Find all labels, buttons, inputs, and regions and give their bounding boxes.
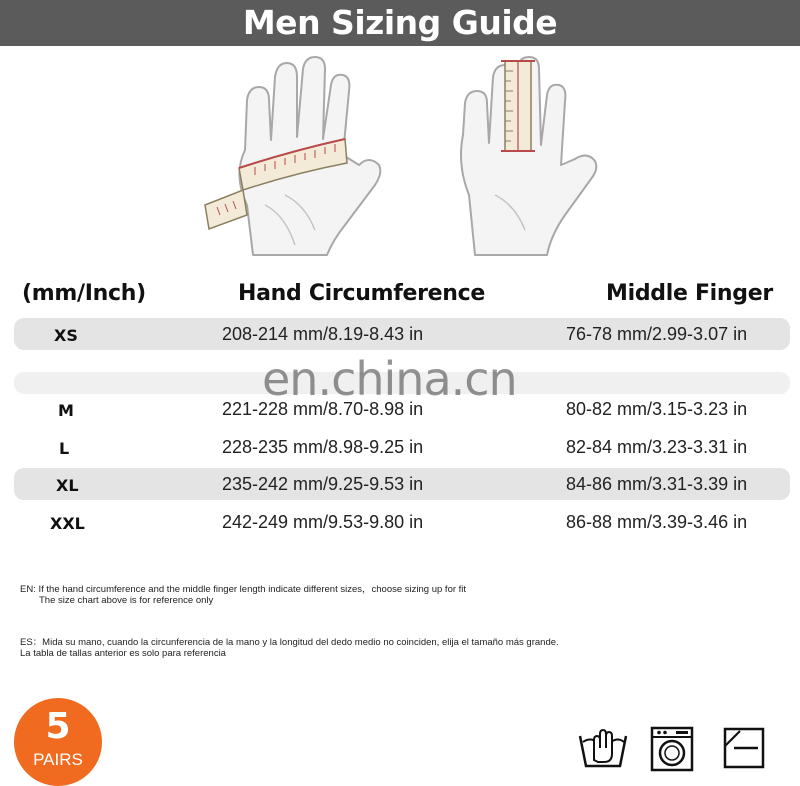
note-en-line1: EN: If the hand circumference and the middle finger length indicate different sizes，choose sizing up for fit [20,584,467,595]
hand-circumference-value: 228-235 mm/8.98-9.25 in [222,437,424,457]
size-label: XS [54,326,78,345]
page-title: Men Sizing Guide [0,0,800,46]
pairs-label: PAIRS [33,750,83,769]
middle-finger-value: 82-84 mm/3.23-3.31 in [566,437,748,457]
size-label: L [59,439,70,458]
header-middle-finger: Middle Finger [606,281,773,306]
middle-finger-value: 86-88 mm/3.39-3.46 in [566,512,748,532]
hand-circumference-illustration [195,55,385,265]
hand-circumference-value: 208-214 mm/8.19-8.43 in [222,324,424,344]
hand-circumference-value: 242-249 mm/9.53-9.80 in [222,512,424,532]
middle-finger-illustration [455,55,605,265]
header-hand-circumference: Hand Circumference [238,281,485,306]
size-label: XXL [50,514,85,533]
note-en-line2: The size chart above is for reference only [39,595,214,606]
hand-wash-icon [578,726,628,770]
note-es-line1: ES：Mida su mano, cuando la circunferencia de la mano y la longitud del dedo medio no coinciden, elija el tamaño más grande. [20,637,559,648]
middle-finger-value: 76-78 mm/2.99-3.07 in [566,324,748,344]
note-es-line2: La tabla de tallas anterior es solo para referencia [20,648,226,659]
hand-circumference-value: 235-242 mm/9.25-9.53 in [222,474,424,494]
watermark: en.china.cn [262,352,517,406]
size-label: M [58,401,74,420]
middle-finger-value: 80-82 mm/3.15-3.23 in [566,399,748,419]
pairs-count: 5 [45,706,71,747]
middle-finger-value: 84-86 mm/3.31-3.39 in [566,474,748,494]
size-label: XL [56,476,79,495]
hand-circumference-value: 221-228 mm/8.70-8.98 in [222,399,424,419]
washing-machine-icon [650,726,694,772]
dry-flat-icon [722,726,766,770]
header-size: (mm/Inch) [22,281,146,306]
pairs-badge [14,698,102,786]
